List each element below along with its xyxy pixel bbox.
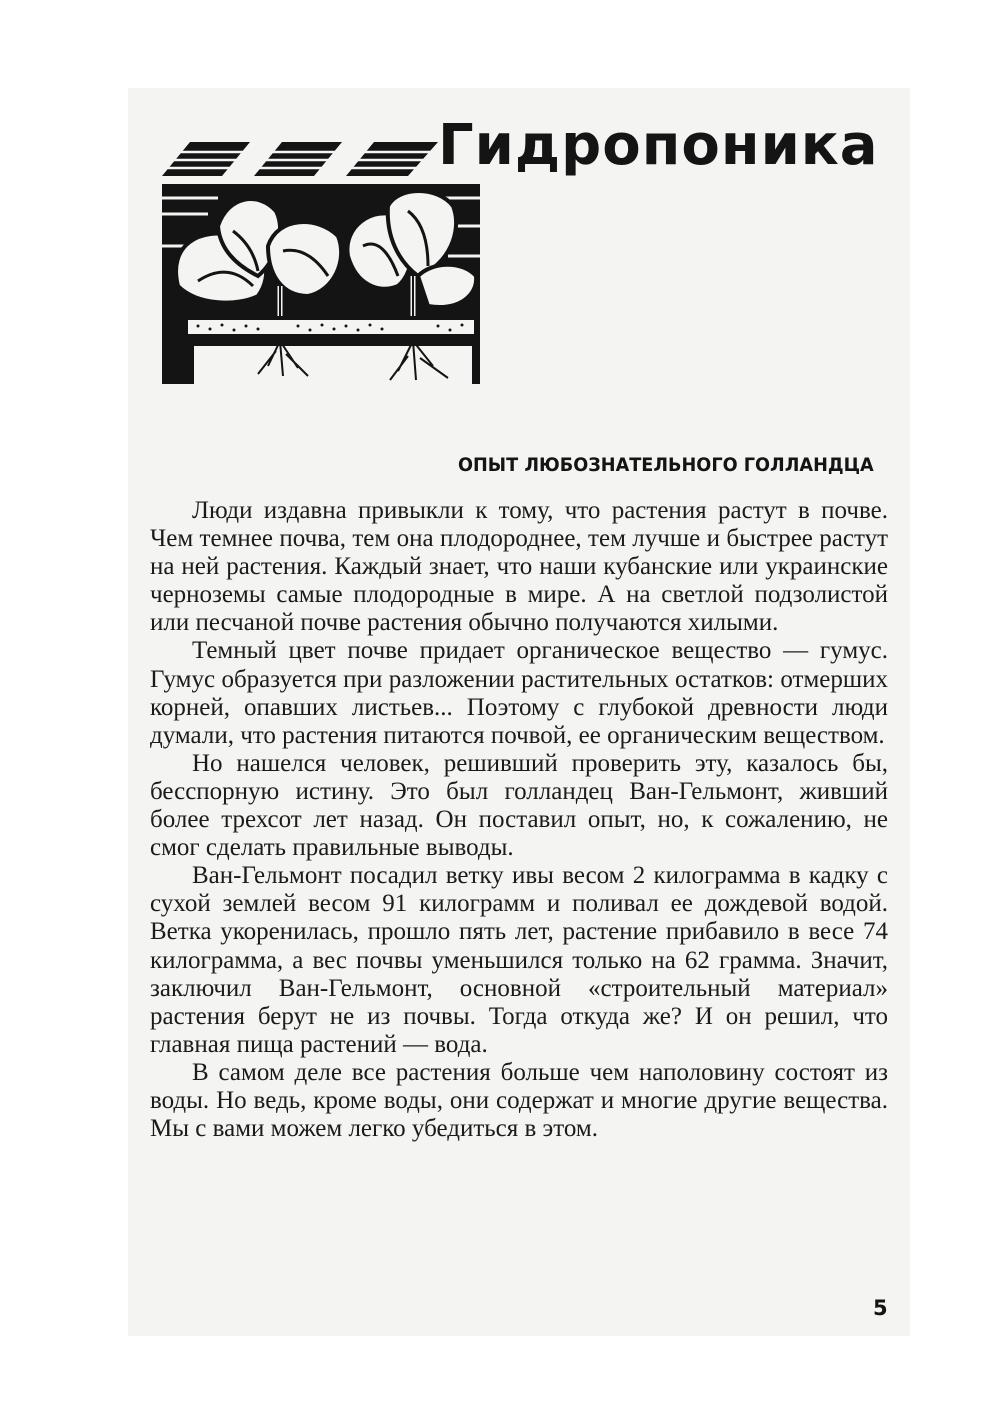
section-heading: ОПЫТ ЛЮБОЗНАТЕЛЬНОГО ГОЛЛАНДЦА <box>458 454 874 476</box>
paragraph: Люди издавна привыкли к тому, что растения растут в почве. Чем темнее почва, тем она плодороднее, тем лучше и быстрее растут на ней растения. Каждый знает, что наши кубанские или украинские черноземы самые плодородные в мире. А на светлой подзолистой или песчаной почве растения обычно получаются хилыми. <box>150 497 888 637</box>
page-number: 5 <box>873 1296 888 1320</box>
paragraph: В самом деле все растения больше чем наполовину состоят из воды. Но ведь, кроме воды, они содержат и многие другие вещества. Мы с вами можем легко убедиться в этом. <box>150 1058 888 1143</box>
hydroponics-plants-illustration <box>158 136 483 386</box>
page-title: Гидропоника <box>438 113 879 178</box>
body-text <box>150 497 888 1143</box>
paragraph: Но нашелся человек, решивший проверить эту, казалось бы, бесспорную истину. Это был голландец Ван-Гельмонт, живший более трехсот лет назад. Он поставил опыт, но, к сожалению, не смог сделать правильные выводы. <box>150 749 888 862</box>
paragraph: Ван-Гельмонт посадил ветку ивы весом 2 килограмма в кадку с сухой землей весом 91 килограмм и поливал ее дождевой водой. Ветка укоренилась, прошло пять лет, растение прибавило в весе 74 килограмма, а вес почвы уменьшился только на 62 грамма. Значит, заключил Ван-Гельмонт, основной «строительный материал» растения берут не из почвы. Тогда откуда же? И он решил, что главная пища растений — вода. <box>150 862 888 1058</box>
paragraph: Темный цвет почве придает органическое вещество — гумус. Гумус образуется при разложении растительных остатков: отмерших корней, опавших листьев... Поэтому с глубокой древности люди думали, что растения питаются почвой, ее органическим веществом. <box>150 637 888 749</box>
